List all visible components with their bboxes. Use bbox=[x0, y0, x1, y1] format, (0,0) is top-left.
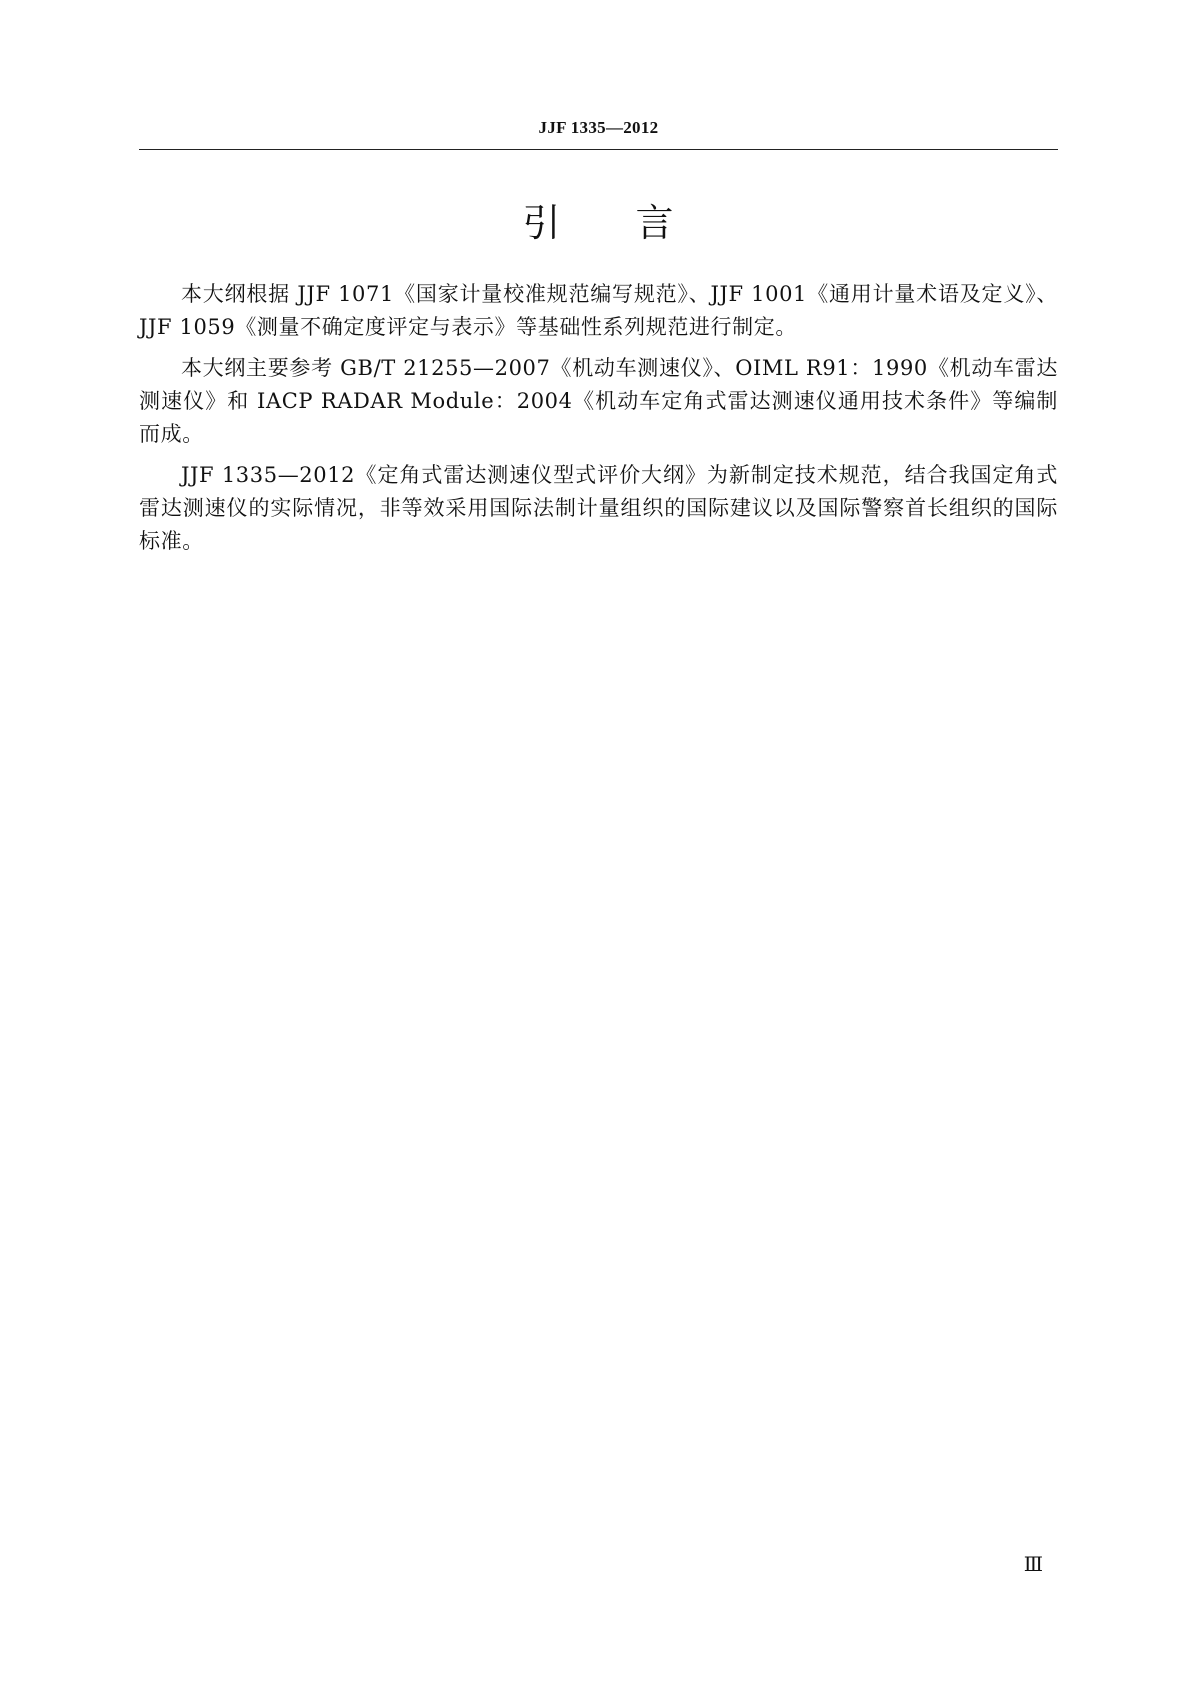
page-title-char-2: 言 bbox=[635, 201, 675, 245]
header-divider bbox=[139, 149, 1058, 150]
page-title-char-1: 引 bbox=[522, 201, 562, 245]
page-title bbox=[139, 198, 1058, 248]
page-number: Ⅲ bbox=[1023, 1554, 1043, 1576]
paragraph-references: 本大纲主要参考 GB/T 21255—2007《机动车测速仪》、OIML R91：1990《机动车雷达测速仪》和 IACP RADAR Module：2004《机动车定角式雷达测速仪通用技术条件》等编制而成。 bbox=[139, 356, 1058, 446]
paragraph-basis: 本大纲根据 JJF 1071《国家计量校准规范编写规范》、JJF 1001《通用计量术语及定义》、JJF 1059《测量不确定度评定与表示》等基础性系列规范进行制定。 bbox=[139, 282, 1058, 339]
paragraph-scope: JJF 1335—2012《定角式雷达测速仪型式评价大纲》为新制定技术规范，结合我国定角式雷达测速仪的实际情况，非等效采用国际法制计量组织的国际建议以及国际警察首长组织的国际标准。 bbox=[139, 463, 1058, 553]
body-text bbox=[139, 278, 1058, 566]
document-code-header: JJF 1335—2012 bbox=[538, 118, 659, 137]
